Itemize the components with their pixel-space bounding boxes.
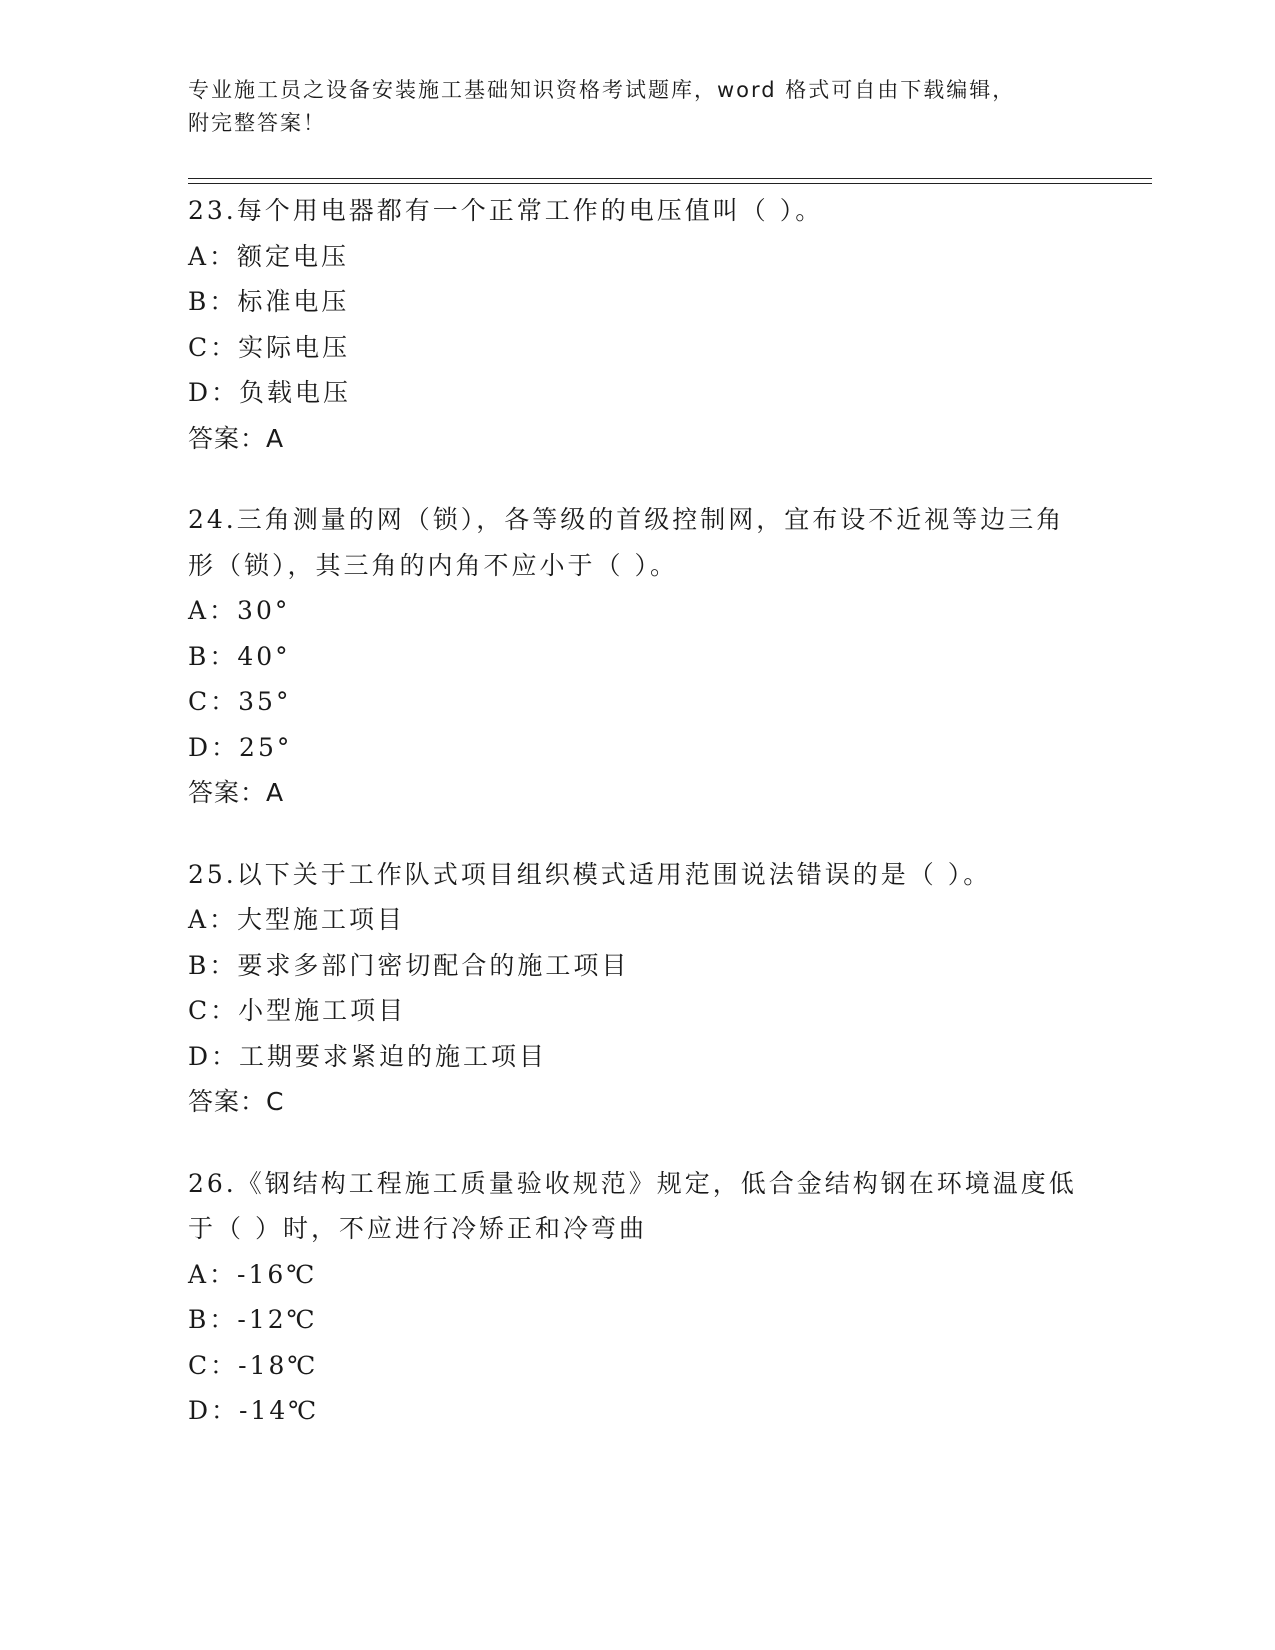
question-text: 24.三角测量的网（锁），各等级的首级控制网，宜布设不近视等边三角形（锁），其三角的内角不应小于（ ）。 [188, 505, 1065, 580]
question-text: 26.《钢结构工程施工质量验收规范》规定，低合金结构钢在环境温度低于（ ）时，不应进行冷矫正和冷弯曲 [188, 1168, 1077, 1243]
option-a: A：-16℃ [188, 1259, 318, 1289]
option-a: A：额定电压 [188, 241, 350, 271]
option-c: C：-18℃ [188, 1350, 319, 1380]
header-line-2: 附完整答案！ [188, 111, 326, 135]
option-b: B：-12℃ [188, 1305, 318, 1334]
option-c: C：实际电压 [188, 332, 351, 362]
answer-line: 答案：C [188, 1087, 285, 1116]
question-25 [188, 852, 1088, 1125]
option-d: D：25° [188, 732, 293, 762]
option-d: D：负载电压 [188, 378, 352, 407]
option-d: D：工期要求紧迫的施工项目 [188, 1041, 548, 1071]
option-b: B：标准电压 [188, 287, 350, 316]
question-24 [188, 497, 1088, 816]
question-text: 25.以下关于工作队式项目组织模式适用范围说法错误的是（ ）。 [188, 859, 992, 889]
option-b: B：要求多部门密切配合的施工项目 [188, 950, 630, 980]
option-b: B：40° [188, 641, 291, 671]
question-list [188, 188, 1088, 1470]
option-a: A：30° [188, 596, 291, 625]
document-header [188, 74, 1068, 140]
option-c: C：小型施工项目 [188, 996, 407, 1025]
option-d: D：-14℃ [188, 1396, 320, 1425]
header-line-1: 专业施工员之设备安装施工基础知识资格考试题库，word 格式可自由下载编辑， [188, 78, 1016, 102]
option-c: C：35° [188, 687, 292, 716]
question-text: 23.每个用电器都有一个正常工作的电压值叫（ ）。 [188, 196, 824, 225]
option-a: A：大型施工项目 [188, 905, 406, 934]
question-26 [188, 1161, 1088, 1434]
header-divider-bottom [188, 183, 1152, 184]
answer-line: 答案：A [188, 778, 285, 807]
question-23 [188, 188, 1088, 461]
header-divider-top [188, 178, 1152, 179]
answer-line: 答案：A [188, 423, 285, 453]
